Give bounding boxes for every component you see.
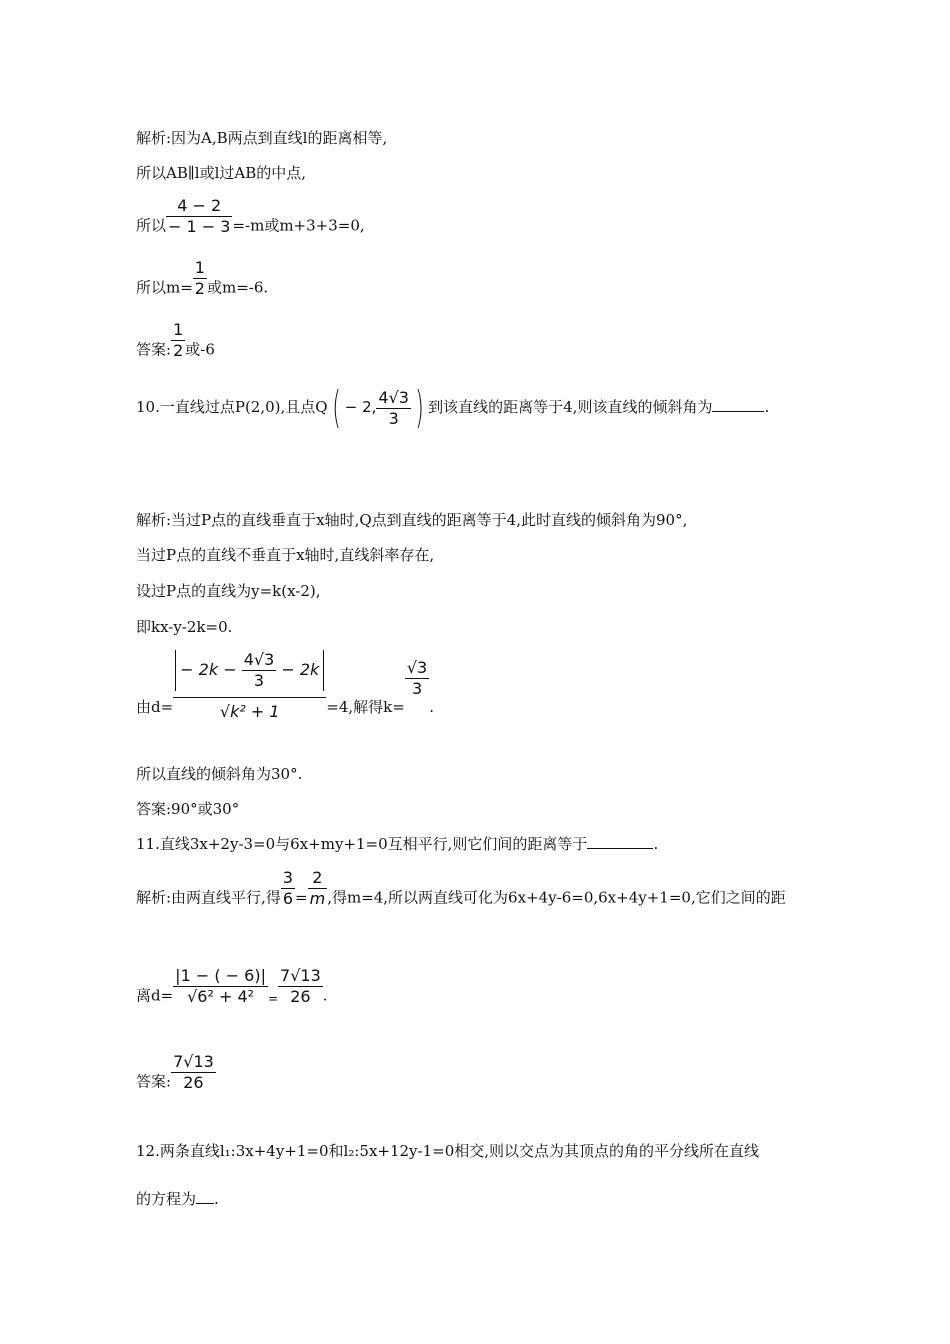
fraction: $\frac{4√3}{3}$ (378, 387, 409, 428)
q9-solution-line-2: 所以AB∥l或l过AB的中点, (136, 164, 307, 182)
q10-answer: 答案:90°或30° (136, 800, 240, 818)
absolute-value: − 2k − $\frac{4√3}{3}$ − 2k (175, 650, 324, 691)
q10-solution-line-2: 当过P点的直线不垂直于x轴时,直线斜率存在, (136, 546, 435, 564)
answer-blank[interactable] (712, 397, 764, 412)
q12-question-line-1: 12.两条直线l₁:3x+4y+1=0和l₂:5x+12y-1=0相交,则以交点为其顶点的角的平分线所在直线 (136, 1142, 760, 1160)
q10-question: 10.一直线过点P(2,0),且点Q( − 2, $\frac{4√3}{3}$ ) 到该直线的距离等于4,则该直线的倾斜角为 . (136, 382, 770, 433)
fraction: $\frac{1}{2}$ (173, 320, 184, 360)
fraction: $\frac{√3}{3}$ (406, 658, 428, 698)
q11-distance: 离d= $\frac{|1 - ( - 6)|}{\text{√6² + 4²}}$ $_=$ $\frac{7√13}{26}$ . (136, 966, 328, 1006)
distance-fraction: − 2k − $\frac{4√3}{3}$ − 2k √k² + 1 (173, 650, 326, 722)
q9-solution-line-4: 所以m= $\frac{1}{2}$ 或m=-6. (136, 258, 269, 298)
q9-answer: 答案: $\frac{1}{2}$ 或-6 (136, 320, 215, 360)
q10-solution-line-6: 所以直线的倾斜角为30°. (136, 765, 303, 783)
q9-solution-line-3: 所以 $\frac{4 - 2}{- 1 - 3}$ =-m或m+3+3=0, (136, 196, 365, 236)
right-paren: ) (415, 382, 424, 433)
q9-solution-line-1: 解析:因为A,B两点到直线l的距离相等, (136, 129, 388, 147)
fraction: $\frac{4 - 2}{- 1 - 3}$ (168, 196, 231, 236)
q11-answer: 答案: $\frac{7√13}{26}$ (136, 1052, 214, 1092)
q10-solution-line-4: 即kx-y-2k=0. (136, 618, 233, 636)
fraction: $\frac{2}{m}$ (309, 868, 326, 908)
fraction: $\frac{4√3}{3}$ (243, 650, 275, 690)
fraction: $\frac{3}{6}$ (282, 868, 294, 908)
fraction: $\frac{|1 - ( - 6)|}{\text{√6² + 4²}}$ (175, 966, 266, 1006)
fraction: $\frac{1}{2}$ (194, 258, 205, 298)
answer-blank[interactable] (196, 1189, 214, 1204)
q11-solution-line-1: 解析:由两直线平行,得 $\frac{3}{6}$ = $\frac{2}{m}$ ,得m=4,所以两直线可化为6x+4y-6=0,6x+4y+1=0,它们之间的距 (136, 868, 786, 908)
q10-distance-formula: 由d= − 2k − $\frac{4√3}{3}$ − 2k √k² + 1 =4,解得k= $\frac{√3}{3}$ . (136, 650, 434, 721)
fraction: $\frac{7√13}{26}$ (173, 1052, 214, 1092)
q10-solution-line-3: 设过P点的直线为y=k(x-2), (136, 582, 321, 600)
q12-question-line-2: 的方程为 . (136, 1190, 219, 1208)
q10-solution-line-1: 解析:当过P点的直线垂直于x轴时,Q点到直线的距离等于4,此时直线的倾斜角为90°, (136, 511, 688, 529)
answer-blank[interactable] (587, 834, 653, 849)
fraction: $\frac{7√13}{26}$ (280, 966, 321, 1006)
q11-question: 11.直线3x+2y-3=0与6x+my+1=0互相平行,则它们间的距离等于 . (136, 835, 659, 853)
left-paren: ( (331, 382, 341, 433)
